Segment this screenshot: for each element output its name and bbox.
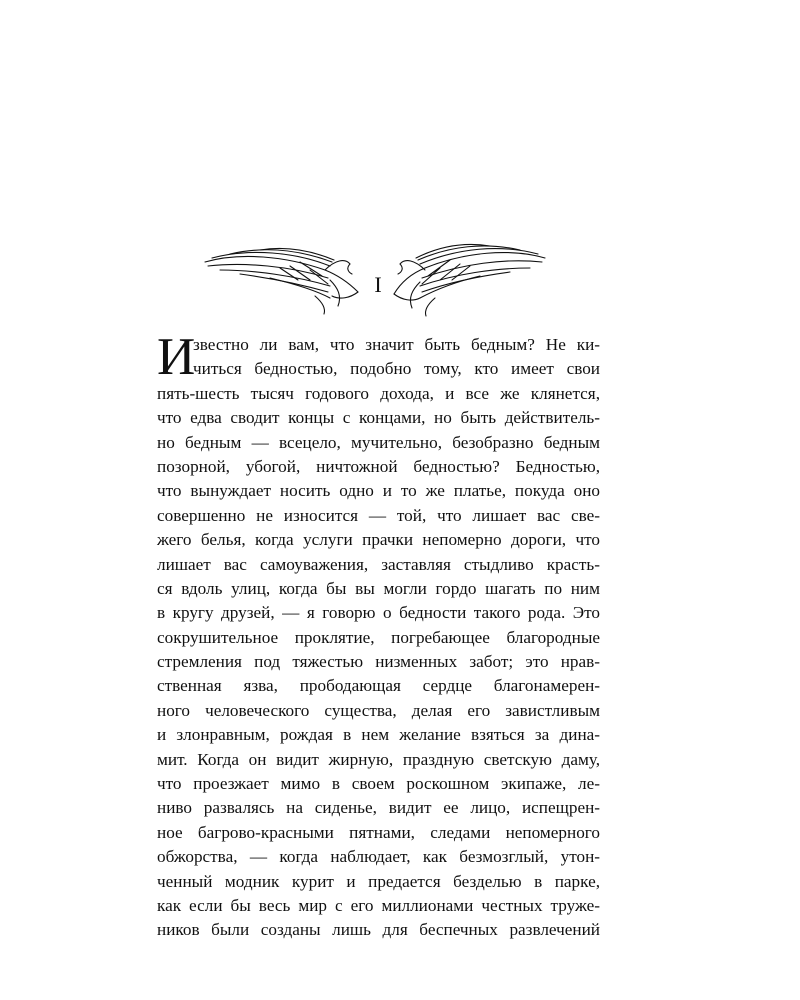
- text-line: как если бы весь мир с его миллионами честных труже-: [157, 895, 600, 915]
- text-line: ченный модник курит и предается безделью в парке,: [157, 871, 600, 891]
- text-line: что вынуждает носить одно и то же платье, покуда оно: [157, 481, 600, 501]
- text-line: ся вдоль улиц, когда бы вы могли гордо шагать по ним: [157, 578, 600, 598]
- chapter-numeral: I: [374, 272, 382, 297]
- text-line: стремления под тяжестью низменных забот; это нрав-: [157, 652, 600, 672]
- text-line: ниво развалясь на сиденье, видит ее лицо, испещрен-: [157, 798, 600, 818]
- text-line: ное багрово-красными пятнами, следами непомерного: [157, 822, 600, 842]
- text-line: мит. Когда он видит жирную, праздную светскую даму,: [157, 749, 600, 769]
- chapter-body-text: [157, 328, 600, 943]
- text-line: читься бедностью, подобно тому, кто имеет свои: [193, 359, 600, 379]
- text-line: ников были созданы лишь для беспечных развлечений: [157, 920, 600, 940]
- text-line: жего белья, когда услуги прачки непомерно дороги, что: [157, 530, 600, 550]
- text-line: что едва сводит концы с концами, но быть действитель-: [157, 408, 600, 428]
- drop-cap-letter: И: [157, 328, 196, 386]
- text-line: пять-шесть тысяч годового дохода, и все же клянется,: [157, 383, 600, 403]
- text-line: ственная язва, прободающая сердце благонамерен-: [157, 676, 600, 696]
- text-line: но бедным — всецело, мучительно, безобразно бедным: [157, 432, 600, 452]
- text-line: лишает вас самоуважения, заставляя стыдливо красть-: [157, 554, 600, 574]
- text-line: и злонравным, рождая в нем желание взяться за дина-: [157, 725, 600, 745]
- text-line: обжорства, — когда наблюдает, как безмозглый, утон-: [157, 847, 600, 867]
- text-line: сокрушительное проклятие, погребающее благородные: [157, 627, 600, 647]
- text-line: что проезжает мимо в своем роскошном экипаже, ле-: [157, 774, 600, 794]
- text-line: звестно ли вам, что значит быть бедным? Не ки-: [193, 335, 600, 354]
- text-line: ного человеческого существа, делая его завистливым: [157, 700, 600, 720]
- text-line: в кругу друзей, — я говорю о бедности такого рода. Это: [157, 603, 600, 623]
- text-line: совершенно не износится — той, что лишает вас све-: [157, 505, 600, 525]
- text-line: позорной, убогой, ничтожной бедностью? Бедностью,: [157, 456, 600, 476]
